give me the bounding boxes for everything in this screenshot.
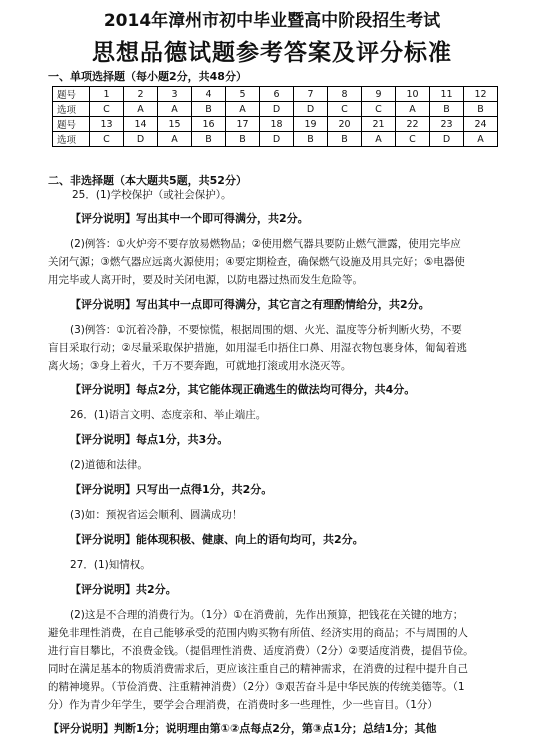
answer-table-row xyxy=(53,132,498,147)
row-label: 题号 xyxy=(53,87,90,102)
answer-cell: 12 xyxy=(464,87,498,102)
q27-1-answer: 27．(1)知情权。 xyxy=(70,559,151,571)
answer-cell: C xyxy=(90,102,124,117)
q27-2-line-5: 的精神境界。（节俭消费、注重精神消费）（2分）③艰苦奋斗是中华民族的传统美德等。（1 xyxy=(48,681,465,693)
answer-cell: 20 xyxy=(328,117,362,132)
answer-cell: C xyxy=(328,102,362,117)
answer-table xyxy=(52,86,498,147)
answer-cell: 4 xyxy=(192,87,226,102)
answer-cell: 14 xyxy=(124,117,158,132)
answer-cell: A xyxy=(158,132,192,147)
answer-table-row xyxy=(53,117,498,132)
q25-3-line-2: 盲目采取行动；②尽量采取保护措施，如用湿毛巾捂住口鼻、用湿衣物包裹身体，匍匐着逃 xyxy=(48,342,467,354)
answer-cell: 5 xyxy=(226,87,260,102)
answer-cell: D xyxy=(294,102,328,117)
answer-table-row xyxy=(53,102,498,117)
answer-table-row xyxy=(53,87,498,102)
answer-cell: 8 xyxy=(328,87,362,102)
answer-cell: B xyxy=(226,132,260,147)
answer-cell: A xyxy=(124,102,158,117)
answer-cell: 24 xyxy=(464,117,498,132)
answer-cell: 13 xyxy=(90,117,124,132)
q27-2-scoring-note: 【评分说明】判断1分；说明理由第①②点每点2分，第③点1分；总结1分；其他 xyxy=(48,722,437,735)
q27-1-scoring-note: 【评分说明】共2分。 xyxy=(70,583,177,596)
section-2-heading: 二、非选择题（本大题共5题，共52分） xyxy=(48,174,247,187)
answer-cell: D xyxy=(430,132,464,147)
q25-3-line-1: (3)例答：①沉着冷静，不要惊慌，根据周围的烟、火光、温度等分析判断火势，不要 xyxy=(70,324,462,336)
answer-cell: D xyxy=(260,102,294,117)
answer-cell: B xyxy=(328,132,362,147)
q26-1-answer: 26．(1)语言文明、态度亲和、举止端庄。 xyxy=(70,409,267,421)
answer-cell: 18 xyxy=(260,117,294,132)
q27-2-line-2: 避免非理性消费，在自己能够承受的范围内购买物有所值、经济实用的商品；不与周围的人 xyxy=(48,627,468,639)
answer-cell: 23 xyxy=(430,117,464,132)
row-label: 题号 xyxy=(53,117,90,132)
answer-cell: 1 xyxy=(90,87,124,102)
answer-cell: 15 xyxy=(158,117,192,132)
answer-cell: 22 xyxy=(396,117,430,132)
answer-cell: 16 xyxy=(192,117,226,132)
q26-2-answer: (2)道德和法律。 xyxy=(70,459,148,471)
answer-cell: D xyxy=(124,132,158,147)
section-1-heading: 一、单项选择题（每小题2分，共48分） xyxy=(48,70,247,83)
answer-cell: 9 xyxy=(362,87,396,102)
q25-3-line-3: 离火场；③身上着火，千万不要奔跑，可就地打滚或用水浇灭等。 xyxy=(48,360,352,372)
q26-3-scoring-note: 【评分说明】能体现积极、健康、向上的语句均可，共2分。 xyxy=(70,533,364,546)
q25-2-scoring-note: 【评分说明】写出其中一点即可得满分，其它言之有理酌情给分，共2分。 xyxy=(70,298,430,311)
q25-2-line-2: 关闭气源；③燃气器应远离火源使用；④要定期检查，确保燃气设施及用具完好；⑤电器使 xyxy=(48,256,465,268)
answer-cell: 6 xyxy=(260,87,294,102)
answer-cell: 2 xyxy=(124,87,158,102)
q25-3-scoring-note: 【评分说明】每点2分，其它能体现正确逃生的做法均可得分，共4分。 xyxy=(70,383,416,396)
answer-cell: 19 xyxy=(294,117,328,132)
q27-2-line-4: 同时在满足基本的物质消费需求后，更应该注重自己的精神需求，在消费的过程中提升自己 xyxy=(48,663,468,675)
answer-cell: B xyxy=(294,132,328,147)
q26-3-answer: (3)如：预祝省运会顺利、圆满成功！ xyxy=(70,509,243,521)
answer-cell: A xyxy=(396,102,430,117)
answer-cell: A xyxy=(464,132,498,147)
answer-cell: C xyxy=(90,132,124,147)
answer-cell: D xyxy=(260,132,294,147)
row-label: 选项 xyxy=(53,102,90,117)
q25-1-answer: 25．(1)学校保护（或社会保护）。 xyxy=(72,189,232,201)
answer-cell: B xyxy=(430,102,464,117)
answer-cell: B xyxy=(464,102,498,117)
q25-1-scoring-note: 【评分说明】写出其中一个即可得满分，共2分。 xyxy=(70,212,309,225)
answer-cell: B xyxy=(192,102,226,117)
q25-2-line-1: (2)例答：①火炉旁不要存放易燃物品；②使用燃气器具要防止燃气泄露，使用完毕应 xyxy=(70,238,461,250)
answer-cell: A xyxy=(226,102,260,117)
answer-cell: A xyxy=(362,132,396,147)
answer-cell: 17 xyxy=(226,117,260,132)
answer-cell: C xyxy=(362,102,396,117)
q25-2-line-3: 用完毕或人离开时，要及时关闭电源，以防电器过热而发生危险等。 xyxy=(48,274,363,286)
answer-cell: 7 xyxy=(294,87,328,102)
answer-cell: 11 xyxy=(430,87,464,102)
answer-cell: C xyxy=(396,132,430,147)
row-label: 选项 xyxy=(53,132,90,147)
exam-title: 2014年漳州市初中毕业暨高中阶段招生考试 xyxy=(103,11,441,31)
q27-2-line-3: 进行盲目攀比，不浪费金钱。（提倡理性消费、适度消费）（2分）②要适度消费，提倡节俭。 xyxy=(48,645,474,657)
document-title: 思想品德试题参考答案及评分标准 xyxy=(92,40,452,66)
answer-cell: A xyxy=(158,102,192,117)
q26-2-scoring-note: 【评分说明】只写出一点得1分，共2分。 xyxy=(70,483,273,496)
q27-2-line-1: (2)这是不合理的消费行为。（1分）①在消费前，先作出预算，把钱花在关键的地方； xyxy=(70,609,464,621)
answer-cell: 10 xyxy=(396,87,430,102)
q26-1-scoring-note: 【评分说明】每点1分，共3分。 xyxy=(70,433,229,446)
answer-cell: 21 xyxy=(362,117,396,132)
q27-2-line-6: 分）作为青少年学生，要学会合理消费，在消费时多一些理性，少一些盲目。（1分） xyxy=(48,699,438,711)
answer-cell: B xyxy=(192,132,226,147)
answer-cell: 3 xyxy=(158,87,192,102)
